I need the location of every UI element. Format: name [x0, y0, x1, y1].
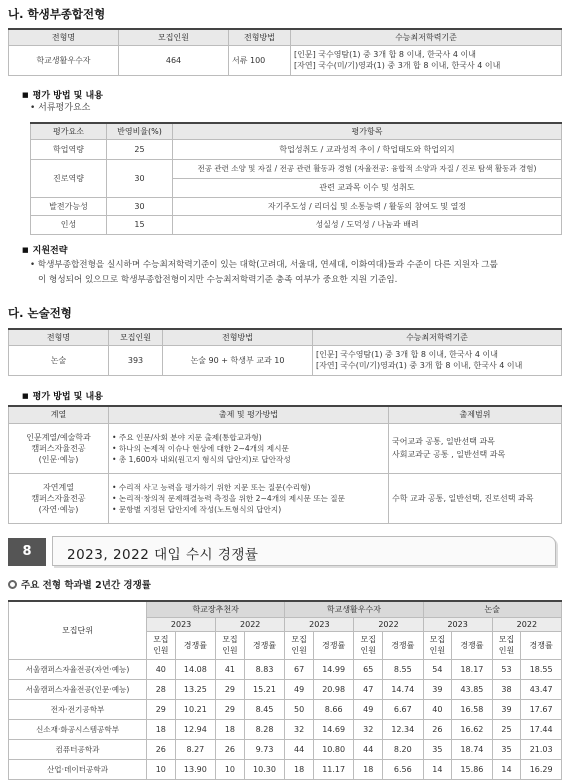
method-line: • 하나의 논제적 이슈나 현상에 대한 2~4개의 제시문	[112, 443, 289, 453]
table-cell: 진로역량	[31, 159, 107, 197]
cell-count: 393	[109, 345, 163, 375]
ratio-cell: 16.29	[521, 759, 562, 779]
quota-cell: 26	[423, 719, 452, 739]
quota-header: 모집 인원	[147, 631, 176, 659]
field-line: 캠퍼스자율전공	[31, 493, 86, 503]
field-line: (자연·예능)	[38, 504, 79, 514]
ratio-cell: 14.74	[383, 679, 424, 699]
criteria-humanities: [인문] 국수영탐(1) 중 3개 합 8 이내, 한국사 4 이내	[294, 50, 476, 59]
ratio-cell: 11.17	[313, 759, 354, 779]
ratio-cell: 14.08	[175, 659, 216, 679]
ratio-cell: 8.45	[244, 699, 285, 719]
ratio-cell: 6.56	[383, 759, 424, 779]
unit-cell: 신소재·화공시스템공학부	[9, 719, 147, 739]
quota-cell: 47	[354, 679, 383, 699]
quota-cell: 18	[216, 719, 245, 739]
table-cell: 학업성취도 / 교과성적 추이 / 학업태도와 학업의지	[173, 139, 562, 159]
ratio-cell: 18.74	[452, 739, 493, 759]
cell-name: 학교생활우수자	[9, 45, 119, 75]
field-cell	[9, 423, 109, 473]
col-header: 평가항목	[173, 123, 562, 139]
col-header: 반영비율(%)	[107, 123, 173, 139]
group-header: 논술	[423, 601, 561, 617]
year-header: 2023	[285, 617, 354, 631]
ratio-cell: 18.55	[521, 659, 562, 679]
scope-cell	[389, 473, 562, 523]
section-number-badge: 8	[8, 538, 46, 566]
quota-cell: 39	[492, 699, 521, 719]
ratio-cell: 8.55	[383, 659, 424, 679]
unit-header: 모집단위	[9, 601, 147, 659]
cell-count: 464	[119, 45, 229, 75]
unit-cell: 컴퓨터공학과	[9, 739, 147, 759]
unit-cell: 전자·전기공학부	[9, 699, 147, 719]
essay-overview-table	[8, 328, 562, 376]
section-title-essay: 다. 논술전형	[8, 306, 72, 320]
quota-header: 모집 인원	[285, 631, 314, 659]
section-title: 2023, 2022 대입 수시 경쟁률	[67, 547, 259, 563]
ratio-cell: 12.94	[175, 719, 216, 739]
quota-cell: 18	[354, 759, 383, 779]
quota-header: 모집 인원	[216, 631, 245, 659]
col-header: 수능최저학력기준	[291, 29, 562, 45]
table-cell: 인성	[31, 215, 107, 234]
quota-header: 모집 인원	[354, 631, 383, 659]
scope-line: 사회교과군 공통 , 일반선택 과목	[392, 450, 506, 459]
quota-cell: 10	[216, 759, 245, 779]
method-cell	[109, 423, 389, 473]
quota-cell: 40	[147, 659, 176, 679]
quota-cell: 18	[285, 759, 314, 779]
ratio-header: 경쟁률	[452, 631, 493, 659]
quota-cell: 10	[147, 759, 176, 779]
year-header: 2022	[492, 617, 561, 631]
ratio-header: 경쟁률	[244, 631, 285, 659]
cell-criteria	[313, 345, 562, 375]
ratio-cell: 13.25	[175, 679, 216, 699]
quota-cell: 53	[492, 659, 521, 679]
ratio-cell: 17.44	[521, 719, 562, 739]
table-cell: 25	[107, 139, 173, 159]
group-header: 학교생활우수자	[285, 601, 423, 617]
ratio-cell: 15.21	[244, 679, 285, 699]
method-line: • 논리적·창의적 문제해결능력 측정을 위한 2~4개의 제시문 또는 질문	[112, 493, 345, 503]
col-header: 전형명	[9, 29, 119, 45]
quota-header: 모집 인원	[492, 631, 521, 659]
scope-line: 수학 교과 공통, 일반선택, 진로선택 과목	[392, 493, 534, 503]
ratio-cell: 16.58	[452, 699, 493, 719]
ratio-cell: 15.86	[452, 759, 493, 779]
quota-cell: 65	[354, 659, 383, 679]
criteria-science: [자연] 국수(미/기)영과(1) 중 3개 합 8 이내, 한국사 4 이내	[294, 61, 501, 70]
quota-cell: 14	[492, 759, 521, 779]
unit-cell: 서울캠퍼스자율전공(인문·예능)	[9, 679, 147, 699]
competition-subtitle-text: 주요 전형 학과별 2년간 경쟁률	[21, 580, 151, 591]
table-cell: 15	[107, 215, 173, 234]
table-cell: 학업역량	[31, 139, 107, 159]
ratio-cell: 14.69	[313, 719, 354, 739]
quota-cell: 29	[147, 699, 176, 719]
strategy-line: • 학생부종합전형을 실시하며 수능최저학력기준이 있는 대학(고려대, 서울대, 연세대, 이화여대)들과 수준이 다른 지원자 그룹	[30, 260, 498, 270]
ratio-header: 경쟁률	[175, 631, 216, 659]
field-cell	[9, 473, 109, 523]
col-header: 전형방법	[229, 29, 291, 45]
field-line: 인문계열/예술학과	[26, 432, 91, 442]
ratio-cell: 8.27	[175, 739, 216, 759]
ratio-cell: 20.98	[313, 679, 354, 699]
ratio-cell: 8.28	[244, 719, 285, 739]
competition-table	[8, 600, 562, 780]
section-title-hakjong: 나. 학생부종합전형	[8, 7, 106, 21]
strategy-line: 이 형성되어 있으므로 학생부종합전형이지만 수능최저학력기준 충족 여부가 중요한 지원 기준임.	[38, 275, 398, 285]
table-cell: 전공 관련 소양 및 자질 / 전공 관련 활동과 경험 (자율전공: 융합적 소양과 자질 / 진로 탐색 활동과 경험)	[173, 159, 562, 178]
cell-method: 논술 90 + 학생부 교과 10	[163, 345, 313, 375]
doc-eval-subtitle: • 서류평가요소	[30, 103, 91, 113]
quota-cell: 44	[285, 739, 314, 759]
method-cell	[109, 473, 389, 523]
cell-criteria	[291, 45, 562, 75]
ratio-cell: 18.17	[452, 659, 493, 679]
quota-cell: 26	[216, 739, 245, 759]
section-8-header	[8, 536, 556, 568]
group-header: 학교장추천자	[147, 601, 285, 617]
scope-line: 국어교과 공통, 일반선택 과목	[392, 437, 495, 446]
col-header: 평가요소	[31, 123, 107, 139]
eval-method-title: ■ 평가 방법 및 내용	[22, 88, 103, 101]
scope-cell	[389, 423, 562, 473]
table-cell: 30	[107, 159, 173, 197]
quota-cell: 25	[492, 719, 521, 739]
ratio-cell: 43.85	[452, 679, 493, 699]
criteria-science: [자연] 국수(미/기)영과(1) 중 3개 합 8 이내, 한국사 4 이내	[316, 361, 523, 370]
field-line: 캠퍼스자율전공	[31, 443, 86, 453]
ratio-header: 경쟁률	[521, 631, 562, 659]
col-header: 모집인원	[109, 329, 163, 345]
ratio-cell: 17.67	[521, 699, 562, 719]
col-header: 출제범위	[389, 406, 562, 423]
quota-cell: 29	[216, 679, 245, 699]
table-cell: 성실성 / 도덕성 / 나눔과 배려	[173, 215, 562, 234]
hakjong-overview-table	[8, 28, 562, 76]
ratio-cell: 43.47	[521, 679, 562, 699]
quota-cell: 35	[492, 739, 521, 759]
ratio-cell: 14.99	[313, 659, 354, 679]
col-header: 수능최저학력기준	[313, 329, 562, 345]
cell-method: 서류 100	[229, 45, 291, 75]
quota-cell: 50	[285, 699, 314, 719]
quota-cell: 44	[354, 739, 383, 759]
quota-cell: 26	[147, 739, 176, 759]
method-line: • 주요 인문/사회 분야 지문 출제(통합교과형)	[112, 432, 262, 442]
quota-cell: 49	[354, 699, 383, 719]
table-row	[9, 679, 562, 699]
year-header: 2023	[147, 617, 216, 631]
field-line: 자연계열	[43, 482, 74, 492]
table-row	[9, 699, 562, 719]
ratio-cell: 6.67	[383, 699, 424, 719]
method-line: • 문항별 지정된 답안지에 작성(노트형식의 답안지)	[112, 504, 282, 514]
circle-bullet-icon	[8, 580, 17, 589]
ratio-cell: 10.30	[244, 759, 285, 779]
unit-cell: 서울캠퍼스자율전공(자연·예능)	[9, 659, 147, 679]
col-header: 계열	[9, 406, 109, 423]
col-header: 전형방법	[163, 329, 313, 345]
quota-header: 모집 인원	[423, 631, 452, 659]
essay-eval-table	[8, 405, 562, 524]
method-line: • 총 1,600자 내외(원고지 형식의 답안지)로 답안작성	[112, 454, 291, 464]
strategy-text	[30, 258, 562, 288]
strategy-title: ■ 지원전략	[22, 243, 67, 256]
ratio-cell: 10.80	[313, 739, 354, 759]
quota-cell: 40	[423, 699, 452, 719]
ratio-cell: 9.73	[244, 739, 285, 759]
method-line: • 수리적 사고 능력을 평가하기 위한 지문 또는 질문(수리형)	[112, 482, 311, 492]
table-row	[9, 719, 562, 739]
ratio-cell: 10.21	[175, 699, 216, 719]
ratio-cell: 21.03	[521, 739, 562, 759]
year-header: 2023	[423, 617, 492, 631]
section-title-box	[52, 536, 556, 566]
ratio-cell: 16.62	[452, 719, 493, 739]
cell-name: 논술	[9, 345, 109, 375]
quota-cell: 28	[147, 679, 176, 699]
quota-cell: 39	[423, 679, 452, 699]
ratio-cell: 13.90	[175, 759, 216, 779]
field-line: (인문·예능)	[38, 454, 79, 464]
quota-cell: 41	[216, 659, 245, 679]
quota-cell: 54	[423, 659, 452, 679]
ratio-cell: 8.66	[313, 699, 354, 719]
quota-cell: 38	[492, 679, 521, 699]
doc-eval-table	[30, 122, 562, 235]
col-header: 출제 및 평가방법	[109, 406, 389, 423]
table-row	[9, 659, 562, 679]
year-header: 2022	[216, 617, 285, 631]
competition-subtitle	[8, 577, 151, 591]
quota-cell: 18	[147, 719, 176, 739]
quota-cell: 29	[216, 699, 245, 719]
table-row	[9, 739, 562, 759]
quota-cell: 67	[285, 659, 314, 679]
col-header: 모집인원	[119, 29, 229, 45]
table-cell: 30	[107, 197, 173, 215]
quota-cell: 35	[423, 739, 452, 759]
ratio-header: 경쟁률	[313, 631, 354, 659]
table-cell: 관련 교과목 이수 및 성취도	[173, 178, 562, 197]
table-cell: 발전가능성	[31, 197, 107, 215]
quota-cell: 32	[354, 719, 383, 739]
quota-cell: 14	[423, 759, 452, 779]
quota-cell: 49	[285, 679, 314, 699]
unit-cell: 산업·데이터공학과	[9, 759, 147, 779]
criteria-humanities: [인문] 국수영탐(1) 중 3개 합 8 이내, 한국사 4 이내	[316, 350, 498, 359]
eval-method-title: ■ 평가 방법 및 내용	[22, 389, 103, 402]
year-header: 2022	[354, 617, 423, 631]
ratio-cell: 8.83	[244, 659, 285, 679]
quota-cell: 32	[285, 719, 314, 739]
ratio-cell: 8.20	[383, 739, 424, 759]
ratio-header: 경쟁률	[383, 631, 424, 659]
table-cell: 자기주도성 / 리더십 및 소통능력 / 활동의 참여도 및 열정	[173, 197, 562, 215]
col-header: 전형명	[9, 329, 109, 345]
table-row	[9, 759, 562, 779]
ratio-cell: 12.34	[383, 719, 424, 739]
